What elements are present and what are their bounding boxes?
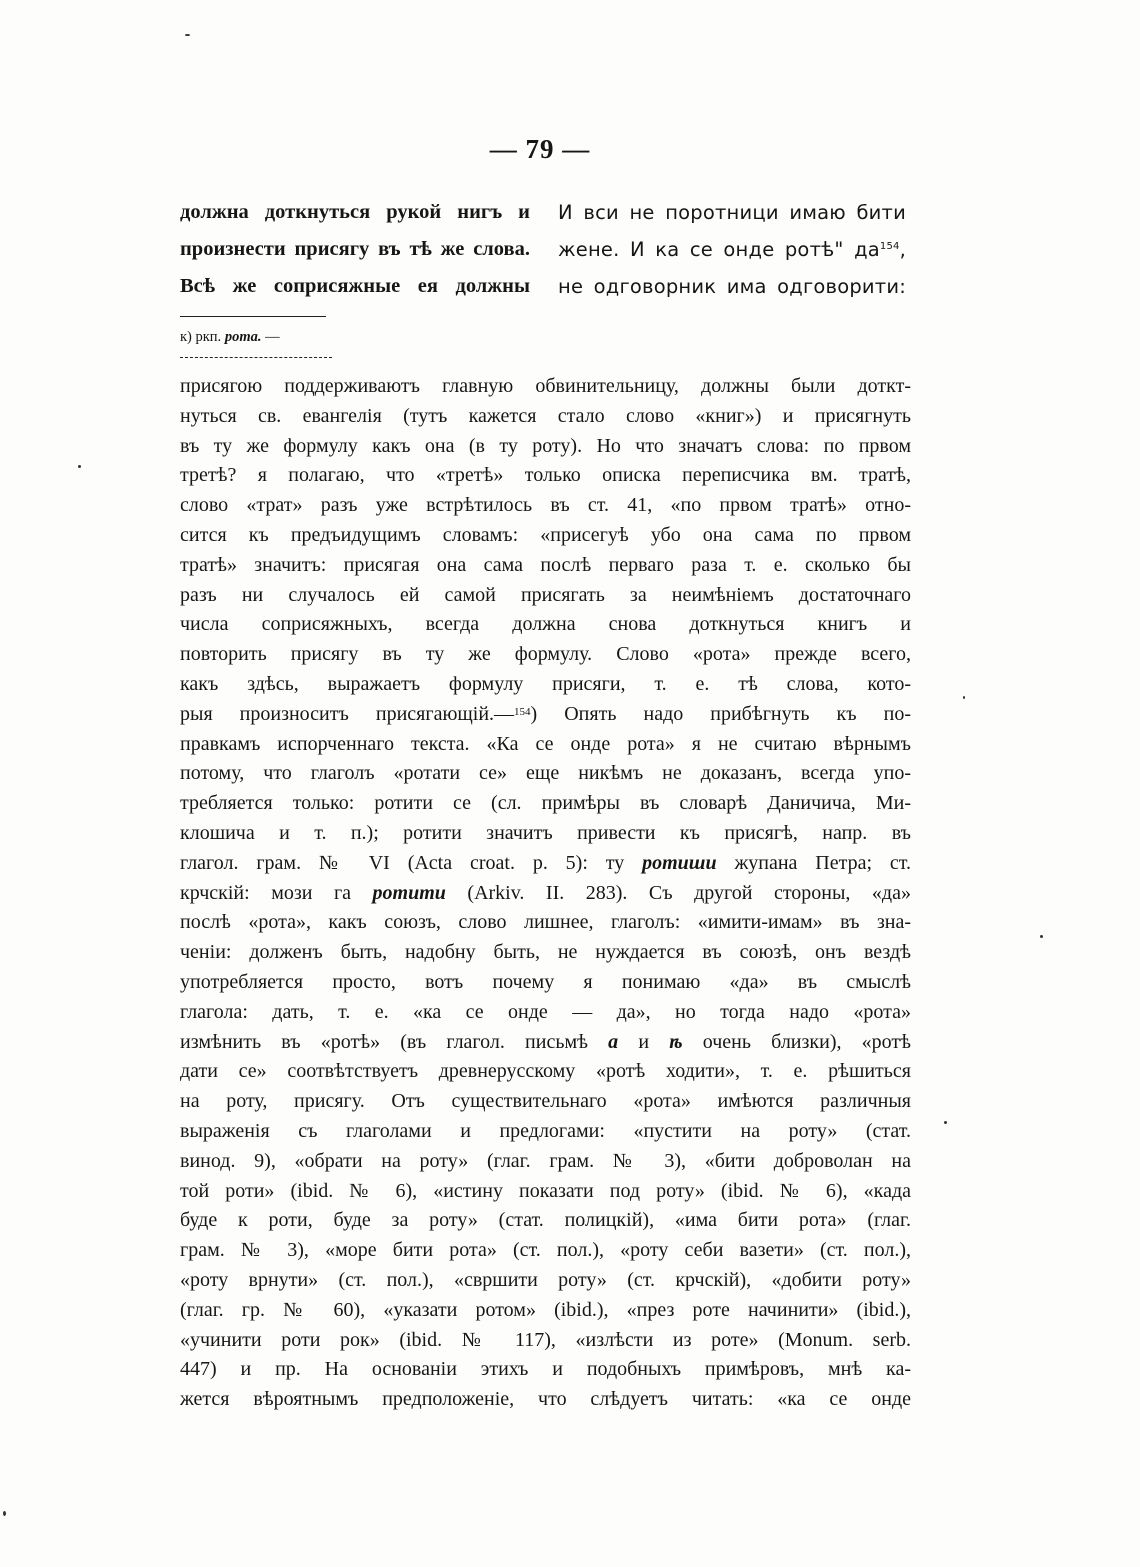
main-text-line <box>180 759 911 789</box>
main-text-line <box>180 908 911 938</box>
main-text-line <box>180 1087 911 1117</box>
left-column <box>180 194 530 305</box>
right-column-line: жене. И ка се онде ротѣ" $да^{154}$, <box>558 238 906 261</box>
main-text-line <box>180 491 911 521</box>
italic-word: ротиши <box>642 851 717 874</box>
left-column-line: Всѣ же соприсяжные ея должны <box>180 275 530 297</box>
main-text-line <box>180 1266 911 1296</box>
italic-word: ротити <box>372 881 446 904</box>
main-text-segment: повторить присягу въ ту же формулу. Слово «рота» прежде всего, <box>180 643 911 666</box>
main-text-line <box>180 789 911 819</box>
main-text-segment: глагол. грам. № VI (Acta croat. p. 5): ту <box>180 851 643 874</box>
main-text-line <box>180 1028 911 1058</box>
main-text-segment: очень близки), «ротѣ <box>682 1030 912 1053</box>
main-text-segment: правкамъ испорченнаго текста. «Ка се онде рота» я не считаю вѣрнымъ <box>180 732 911 755</box>
main-text-line <box>180 670 911 700</box>
main-text-line <box>180 1177 911 1207</box>
right-column <box>558 194 906 305</box>
main-text-segment: «учинити роти рок» (ibid. № 117), «излѣсти из роте» (Monum. serb. <box>180 1328 911 1351</box>
main-text-segment: на роту, присягу. Отъ существительнаго «рота» имѣются различныя <box>180 1090 911 1113</box>
main-text-segment: жупана Петра; ст. <box>716 851 911 874</box>
main-text-line <box>180 1385 911 1415</box>
main-text-line <box>180 1296 911 1326</box>
main-text-line <box>180 1206 911 1236</box>
main-text-segment: употребляется просто, вотъ почему я понимаю «да» въ смыслѣ <box>180 970 911 993</box>
main-text-line <box>180 402 911 432</box>
main-text-line <box>180 432 911 462</box>
main-text-segment: буде к роти, буде за роту» (стат. полицкій), «има бити рота» (глаг. <box>180 1209 911 1232</box>
main-text-line <box>180 581 911 611</box>
main-text-segment: крчскій: мози га <box>180 881 373 904</box>
main-text-line <box>180 1057 911 1087</box>
main-text-segment: измѣнить въ «ротѣ» (въ глагол. письмѣ <box>180 1030 609 1053</box>
main-text-line <box>180 700 911 730</box>
main-text-line <box>180 819 911 849</box>
main-text-segment: глагола: дать, т. е. «ка се онде — да», но тогда надо «рота» <box>180 1000 911 1023</box>
footnote <box>180 329 280 346</box>
main-text-segment: требляется только: ротити се (сл. примѣры въ словарѣ Даничича, Ми- <box>180 792 911 815</box>
main-text-line <box>180 1117 911 1147</box>
right-column-line: не одговорник има одговорити: <box>558 275 906 298</box>
main-text-line <box>180 849 911 879</box>
main-text-segment: въ ту же формулу какъ она (в ту роту). Но что значатъ слова: по првом <box>180 434 911 457</box>
scan-speck <box>3 1511 6 1516</box>
left-column-line: должна доткнуться рукой нигъ и <box>180 201 530 223</box>
main-text-segment: послѣ «рота», какъ союзъ, слово лишнее, глаголъ: «имити-имам» въ зна- <box>180 911 911 934</box>
scan-speck <box>185 34 190 36</box>
main-text-segment: (глаг. гр. № 60), «указати ротом» (ibid.), «през роте начинити» (ibid.), <box>180 1298 911 1321</box>
main-text-line <box>180 968 911 998</box>
main-text-line <box>180 610 911 640</box>
main-text-line <box>180 730 911 760</box>
main-text-segment: и <box>618 1030 670 1053</box>
right-column-line: И вси не поротници имаю бити <box>558 201 906 224</box>
main-text-segment: рыя произноситъ присягающій.— <box>180 702 515 725</box>
scan-speck <box>963 696 965 699</box>
main-text-segment: потому, что глаголъ «ротати се» еще никѣмъ не доказанъ, всегда упо- <box>180 762 911 785</box>
main-text-segment: той роти» (ibid. № 6), «истину показати под роту» (ibid. № 6), «када <box>180 1179 911 1202</box>
page-number: — 79 — <box>489 134 591 164</box>
main-text-segment: нуться св. евангелія (тутъ кажется стало слово «книг») и присягнуть <box>180 404 911 427</box>
main-text <box>180 372 911 1415</box>
main-text-line <box>180 1147 911 1177</box>
main-text-segment: ченіи: долженъ быть, надобну быть, не нуждается въ союзѣ, онъ вездѣ <box>180 941 911 964</box>
main-text-segment: разъ ни случалось ей самой присягать за неимѣніемъ достаточнаго <box>180 583 911 606</box>
italic-word: ѣ <box>669 1030 683 1053</box>
right-column-line-text: жене. И ка се онде ротѣ" да <box>558 238 880 261</box>
main-text-line <box>180 938 911 968</box>
left-column-line: произнести присягу въ тѣ же слова. <box>180 238 530 260</box>
main-text-segment: клошича и т. п.); ротити значитъ привести къ присягѣ, напр. въ <box>180 821 911 844</box>
main-text-segment: грам. № 3), «море бити рота» (ст. пол.), «роту себи вазети» (ст. пол.), <box>180 1239 911 1262</box>
main-text-line <box>180 461 911 491</box>
main-text-line <box>180 640 911 670</box>
footnote-rule-top <box>180 316 326 317</box>
main-text-segment: слово «трат» разъ уже встрѣтилось въ ст. 41, «по првом тратѣ» отно- <box>180 494 911 517</box>
main-text-segment: тратѣ» значитъ: присягая она сама послѣ перваго раза т. е. сколько бы <box>180 553 911 576</box>
main-text-line <box>180 1236 911 1266</box>
right-column-superscript: 154 <box>879 241 900 252</box>
main-text-segment: третѣ? я полагаю, что «третѣ» только описка переписчика вм. тратѣ, <box>180 464 911 487</box>
main-text-segment: какъ здѣсь, выражаетъ формулу присяги, т. е. тѣ слова, кото- <box>180 672 911 695</box>
main-text-line <box>180 1326 911 1356</box>
scan-speck <box>78 465 81 468</box>
main-text-segment: 447) и пр. На основаніи этихъ и подобныхъ примѣровъ, мнѣ ка- <box>180 1358 911 1381</box>
main-text-line <box>180 521 911 551</box>
main-text-segment: выраженія съ глаголами и предлогами: «пустити на роту» (стат. <box>180 1119 911 1142</box>
scan-speck <box>1040 935 1043 938</box>
footnote-dash: — <box>261 329 280 345</box>
footnote-word: рота. <box>224 329 262 345</box>
main-text-segment: винод. 9), «обрати на роту» (глаг. грам. № 3), «бити доброволан на <box>180 1149 911 1172</box>
main-text-segment: сится къ предъидущимъ словамъ: «присегуѣ убо она сама по првом <box>180 523 911 546</box>
main-text-line <box>180 372 911 402</box>
main-text-line <box>180 998 911 1028</box>
main-text-segment: дати се» соотвѣтствуетъ древнерусскому «ротѣ ходити», т. е. рѣшиться <box>180 1060 911 1083</box>
footnote-marker: к) ркп. <box>180 329 222 345</box>
scan-speck <box>944 1121 947 1124</box>
main-text-line <box>180 551 911 581</box>
footnote-reference: 154 <box>514 705 531 718</box>
main-text-segment: присягою поддерживаютъ главную обвинительницу, должны были доткт- <box>180 375 911 397</box>
main-text-line <box>180 1355 911 1385</box>
main-text-segment: числа соприсяжныхъ, всегда должна снова доткнуться книгъ и <box>180 613 911 636</box>
main-text-segment: жется вѣроятнымъ предположеніе, что слѣдуетъ читать: «ка се онде <box>180 1388 911 1411</box>
footnote-rule-bottom <box>180 357 332 358</box>
main-text-segment: ) Опять надо прибѣгнуть къ по- <box>530 702 911 725</box>
italic-word: a <box>608 1030 619 1053</box>
main-text-line <box>180 879 911 909</box>
main-text-segment: «роту врнути» (ст. пол.), «свршити роту» (ст. крчскій), «добити роту» <box>180 1268 911 1291</box>
main-text-segment: (Arkiv. II. 283). Съ другой стороны, «да» <box>445 881 911 904</box>
